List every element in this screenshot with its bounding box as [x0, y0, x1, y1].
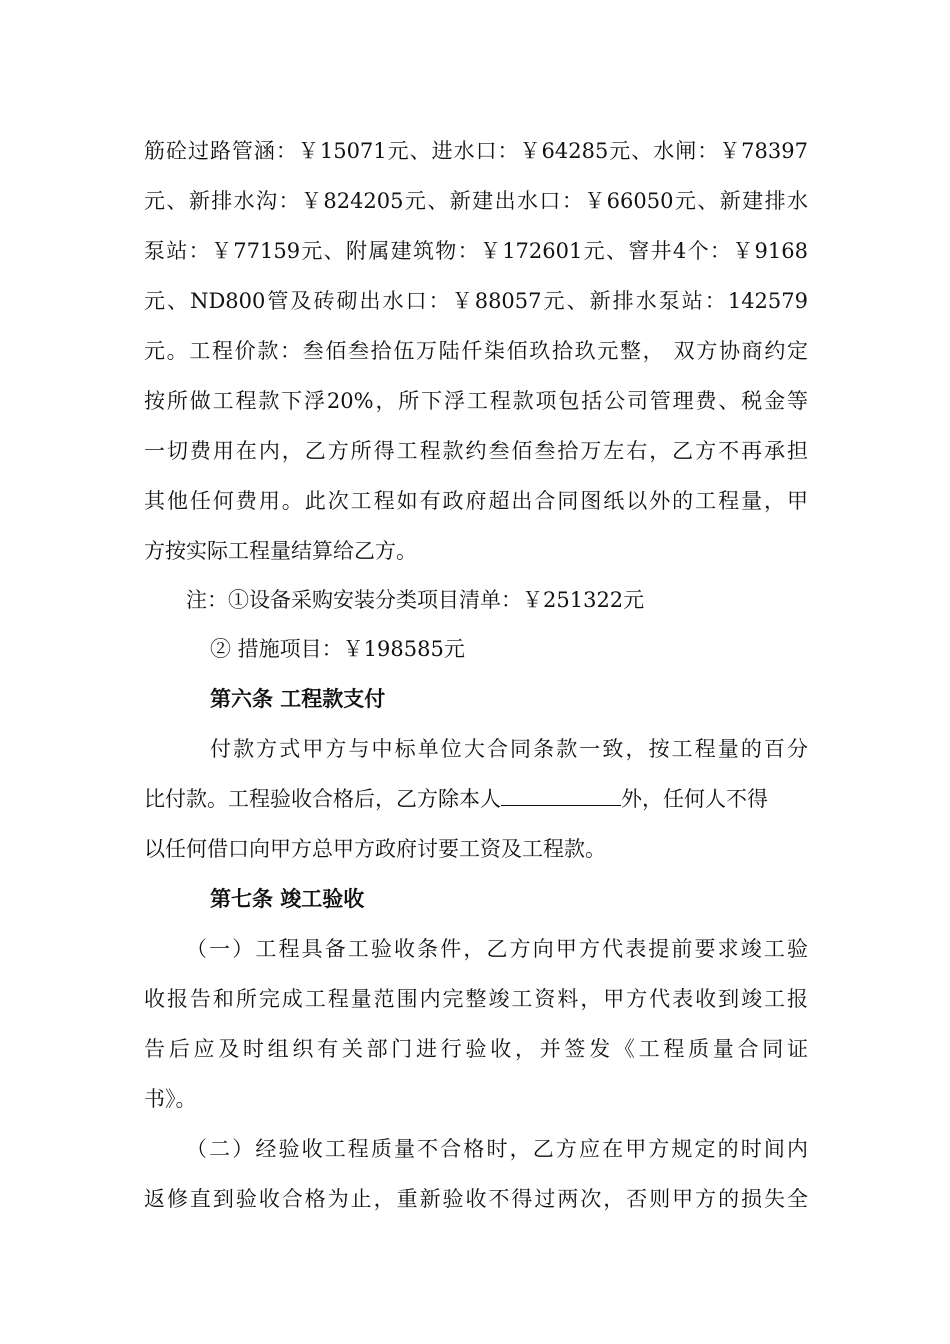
- text-line: 付款方式甲方与中标单位大合同条款一致，按工程量的百分: [210, 737, 808, 761]
- text-line: 方按实际工程量结算给乙方。: [144, 539, 417, 563]
- text-line: 以任何借口向甲方总甲方政府讨要工资及工程款。: [144, 837, 606, 861]
- text-line: 其他任何费用。此次工程如有政府超出合同图纸以外的工程量，甲: [144, 489, 808, 513]
- text-line-with-blank: [144, 784, 808, 814]
- text-line: （一）工程具备工验收条件，乙方向甲方代表提前要求竣工验: [186, 937, 808, 961]
- text-line: 按所做工程款下浮20%，所下浮工程款项包括公司管理费、税金等: [144, 389, 808, 413]
- text-segment: 比付款。工程验收合格后，乙方除本人: [144, 787, 501, 811]
- section-heading-article-6: 第六条 工程款支付: [210, 686, 386, 711]
- text-line: （二）经验收工程质量不合格时，乙方应在甲方规定的时间内: [186, 1137, 808, 1161]
- text-line: 元、新排水沟：￥824205元、新建出水口：￥66050元、新建排水: [144, 189, 808, 213]
- note-item-2: ② 措施项目：￥198585元: [210, 637, 465, 661]
- text-line: 泵站：￥77159元、附属建筑物：￥172601元、窨井4个：￥9168: [144, 239, 808, 263]
- text-line: 元。工程价款：叁佰叁拾伍万陆仟柒佰玖拾玖元整， 双方协商约定: [144, 339, 808, 363]
- text-line: 一切费用在内，乙方所得工程款约叁佰叁拾万左右，乙方不再承担: [144, 439, 808, 463]
- note-item-1: 注：①设备采购安装分类项目清单：￥251322元: [186, 588, 645, 612]
- text-line: 元、ND800管及砖砌出水口：￥88057元、新排水泵站：142579: [144, 289, 808, 313]
- text-line: 书》。: [144, 1087, 197, 1111]
- text-line: 筋砼过路管涵：￥15071元、进水口：￥64285元、水闸：￥78397: [144, 139, 808, 163]
- section-heading-article-7: 第七条 竣工验收: [210, 886, 365, 911]
- text-segment: 外，任何人不得: [621, 787, 768, 811]
- text-line: 收报告和所完成工程量范围内完整竣工资料，甲方代表收到竣工报: [144, 987, 808, 1011]
- blank-line: [501, 785, 621, 806]
- text-line: 告后应及时组织有关部门进行验收，并签发《工程质量合同证: [144, 1037, 808, 1061]
- text-line: 返修直到验收合格为止，重新验收不得过两次，否则甲方的损失全: [144, 1187, 808, 1211]
